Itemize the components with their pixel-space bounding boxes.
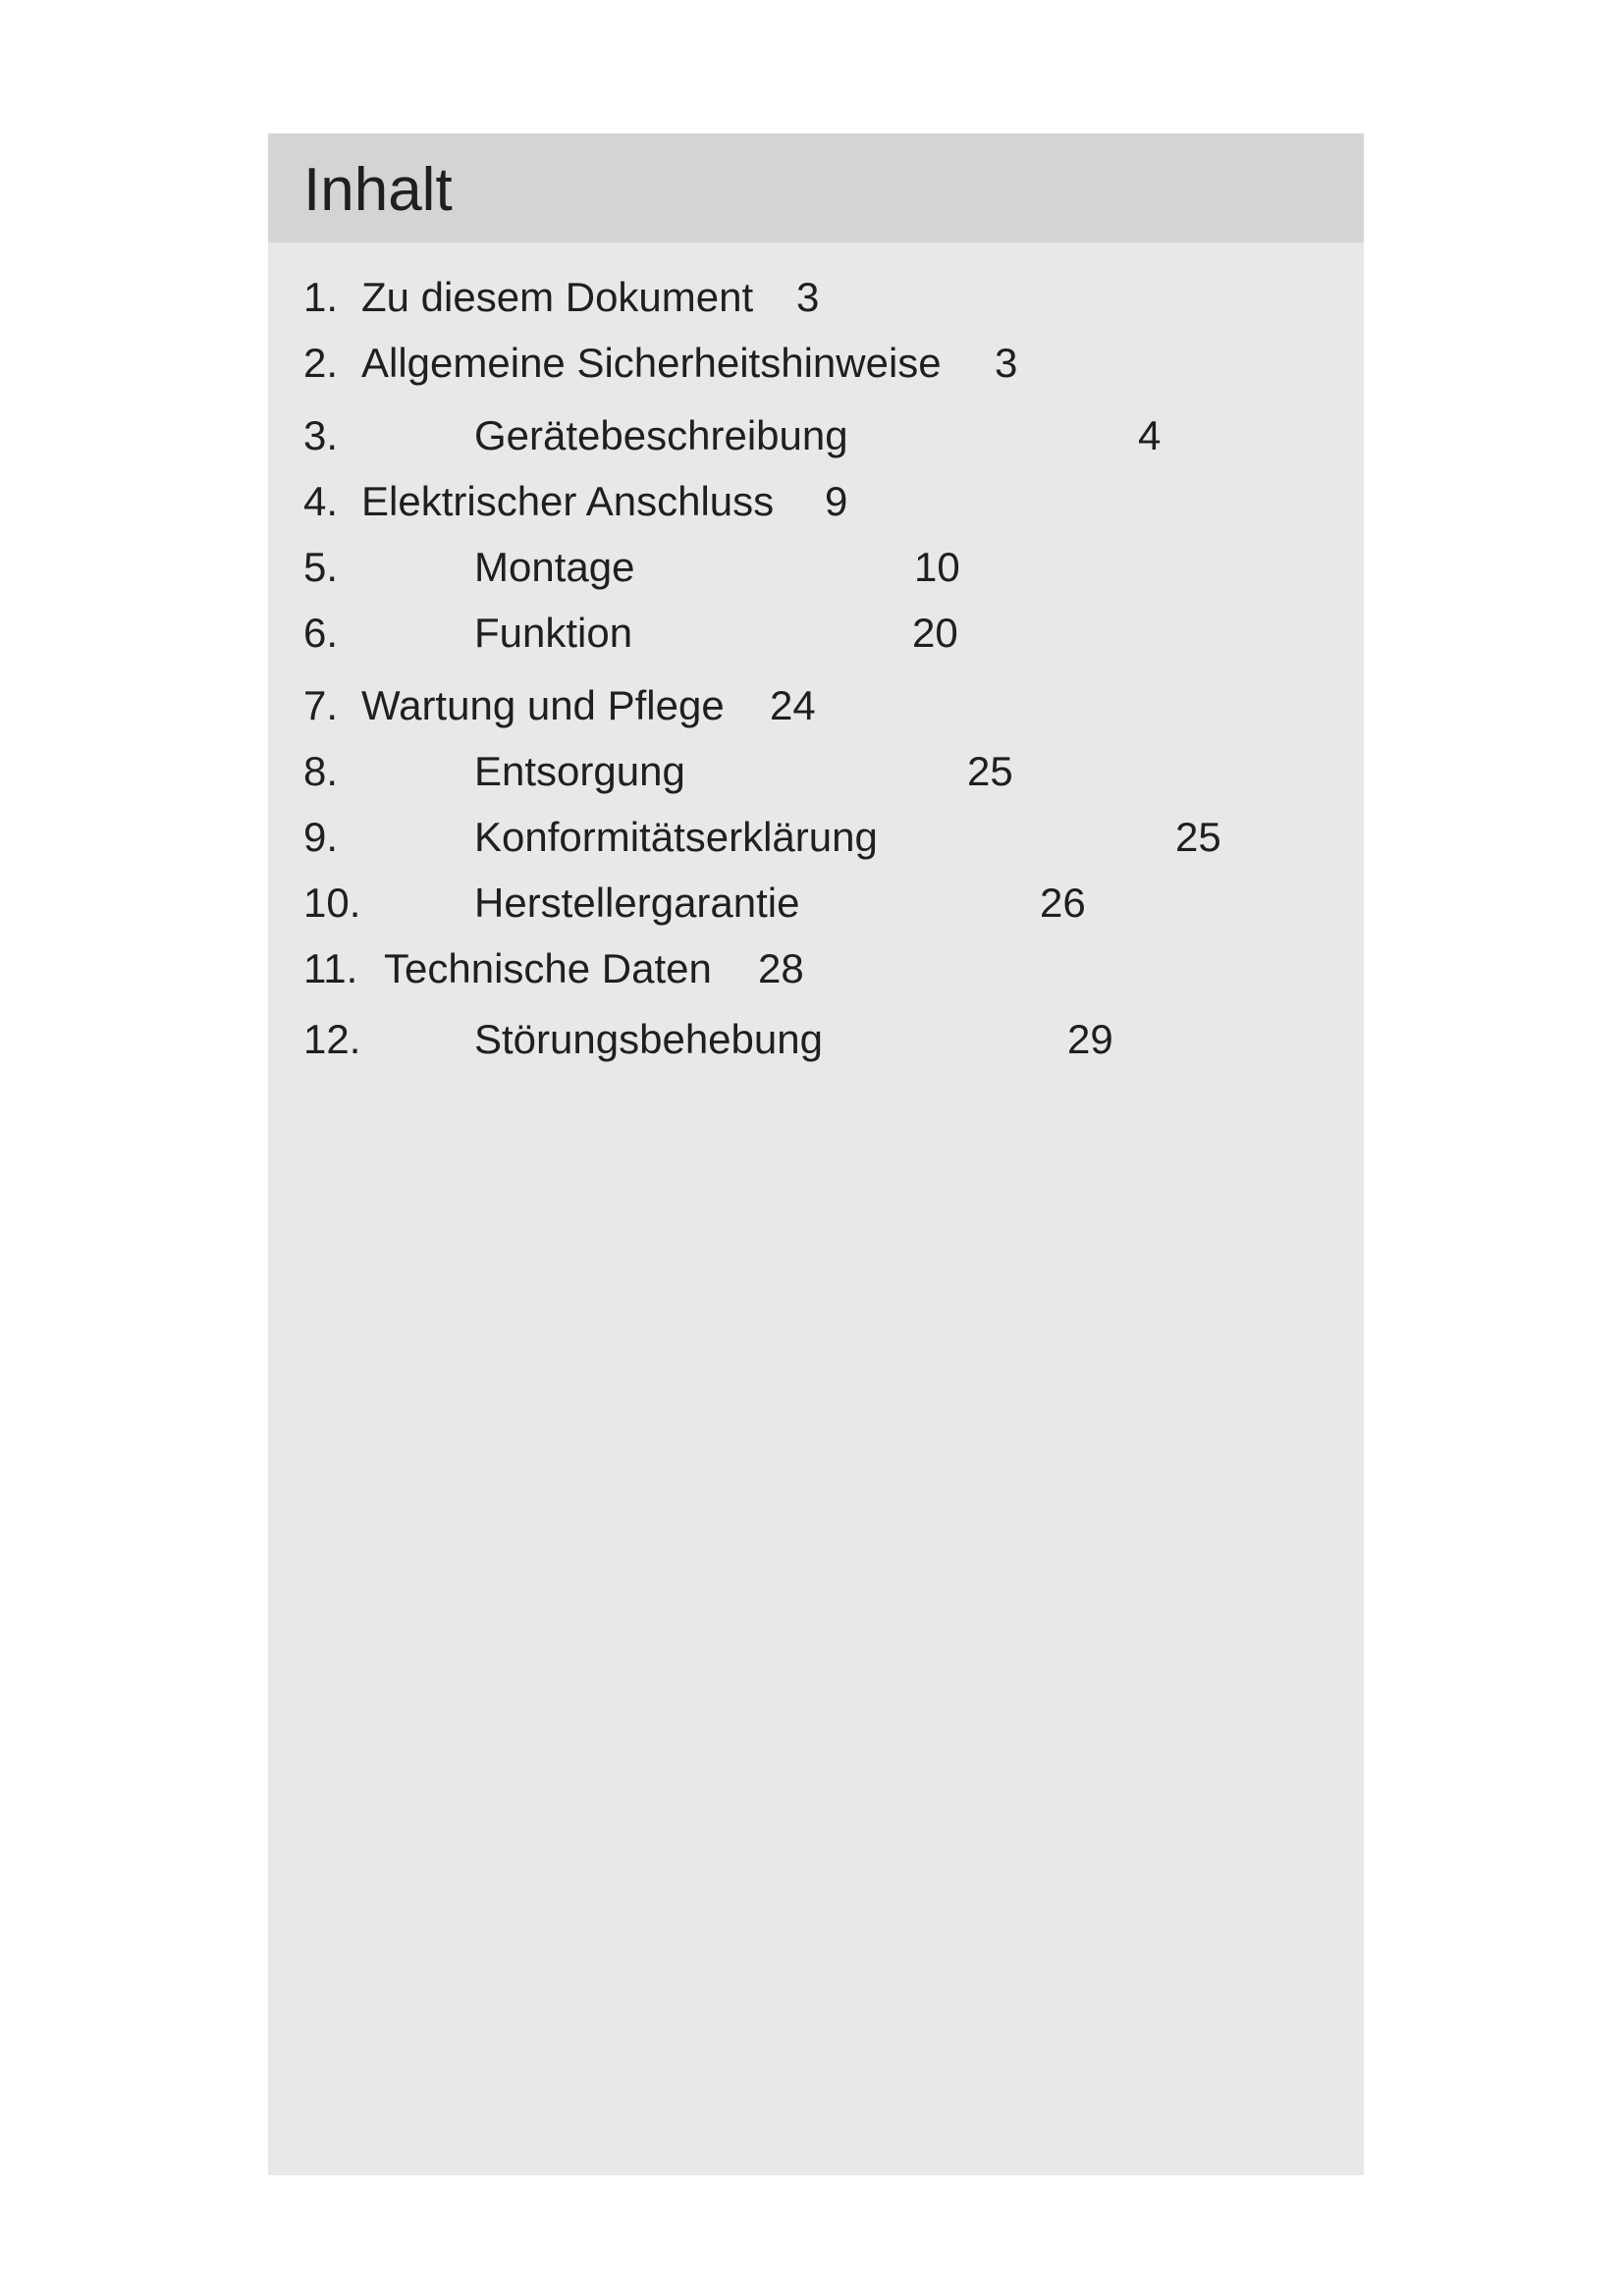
toc-entry <box>268 337 1364 390</box>
toc-entry-page: 3 <box>995 340 1018 386</box>
toc-entry-page: 24 <box>770 682 816 728</box>
toc-entry-page: 26 <box>1040 880 1086 926</box>
toc-entry-title: Allgemeine Sicherheitshinweise <box>361 340 942 386</box>
toc-entry-number: 12. <box>303 1016 361 1062</box>
toc-entry-number: 2. <box>303 340 339 386</box>
toc-entry-title: Störungsbehebung <box>474 1016 823 1062</box>
toc-entry-page: 4 <box>1138 412 1162 458</box>
toc-entry-title: Entsorgung <box>474 748 685 794</box>
toc-entry-title: Zu diesem Dokument <box>361 274 754 320</box>
toc-entry-page: 28 <box>758 945 804 991</box>
toc-entry-title: Technische Daten <box>384 945 712 991</box>
toc-entry <box>268 409 1364 462</box>
toc-entry <box>268 877 1364 930</box>
toc-entry-number: 7. <box>303 682 339 728</box>
toc-entry-number: 6. <box>303 610 339 656</box>
toc-entry-title: Elektrischer Anschluss <box>361 478 775 524</box>
toc-entry-number: 1. <box>303 274 339 320</box>
toc-entry-page: 29 <box>1067 1016 1113 1062</box>
toc-entry-page: 25 <box>1175 814 1221 860</box>
toc-entry-page: 25 <box>967 748 1013 794</box>
toc-entry-title: Wartung und Pflege <box>361 682 725 728</box>
toc-entry-number: 9. <box>303 814 339 860</box>
toc-entry-number: 3. <box>303 412 339 458</box>
toc-entry <box>268 1013 1364 1066</box>
toc-header <box>268 133 1364 242</box>
toc-entry-page: 20 <box>912 610 958 656</box>
toc-entry-number: 4. <box>303 478 339 524</box>
toc-entry <box>268 942 1364 995</box>
toc-entry-title: Gerätebeschreibung <box>474 412 848 458</box>
toc-entry-page: 9 <box>825 478 848 524</box>
toc-entry <box>268 607 1364 660</box>
toc-entry <box>268 475 1364 528</box>
toc-entry-page: 3 <box>796 274 820 320</box>
toc-entry <box>268 541 1364 594</box>
toc-entry-title: Herstellergarantie <box>474 880 800 926</box>
toc-entry <box>268 271 1364 324</box>
toc-entry <box>268 811 1364 864</box>
toc-entry-page: 10 <box>914 544 960 590</box>
toc-entry-number: 5. <box>303 544 339 590</box>
toc-entry-title: Konformitätserklärung <box>474 814 878 860</box>
toc-panel <box>268 133 1364 2175</box>
toc-entry-title: Montage <box>474 544 635 590</box>
toc-entry <box>268 679 1364 732</box>
toc-entry <box>268 745 1364 798</box>
toc-entry-number: 10. <box>303 880 361 926</box>
toc-entry-number: 11. <box>303 945 358 991</box>
toc-entry-number: 8. <box>303 748 339 794</box>
page-title: Inhalt <box>303 156 453 224</box>
toc-entry-title: Funktion <box>474 610 633 656</box>
